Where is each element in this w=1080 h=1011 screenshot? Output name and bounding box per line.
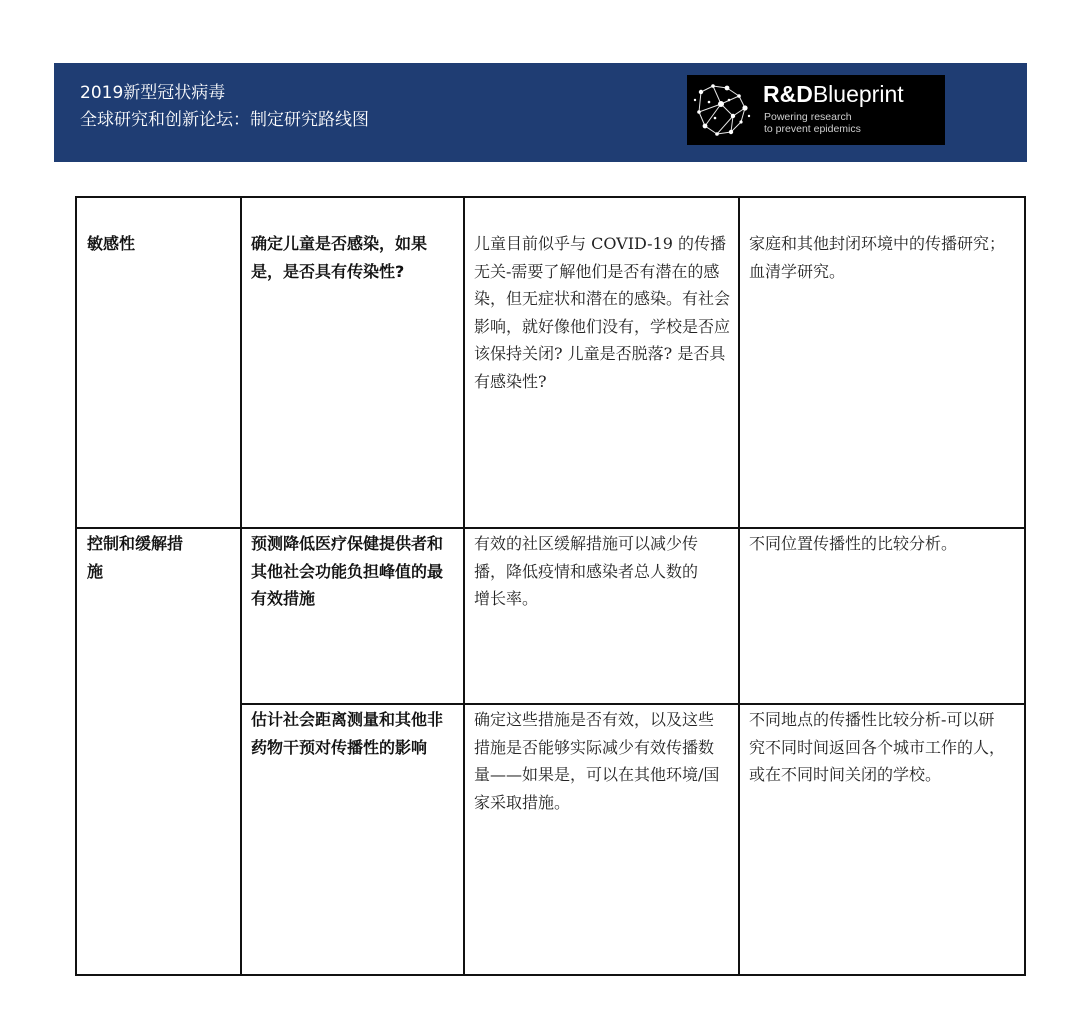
row-1-category: 敏感性 <box>87 234 136 253</box>
row-divider <box>240 703 1024 705</box>
column-divider <box>738 198 740 974</box>
row-1-rationale: 儿童目前似乎与 COVID-19 的传播无关-需要了解他们是否有潜在的感染，但无症状和潜在的感染。有社会影响，就好像他们没有，学校是否应该保持关闭? 儿童是否脱落? 是否具有感染性? <box>474 234 731 391</box>
row-3-approach: 不同地点的传播性比较分析-可以研究不同时间返回各个城市工作的人，或在不同时间关闭的学校。 <box>749 710 1006 784</box>
row-2-approach: 不同位置传播性的比较分析。 <box>749 534 958 553</box>
logo-wordmark-bold: R&D <box>763 81 813 107</box>
research-priorities-table <box>75 196 1026 976</box>
header-banner <box>54 63 1027 162</box>
logo-tagline <box>764 111 861 135</box>
forum-title-line-2: 全球研究和创新论坛：制定研究路线图 <box>80 110 369 130</box>
forum-title <box>80 80 369 134</box>
row-divider <box>77 527 1024 529</box>
rd-blueprint-logo <box>687 75 945 145</box>
row-2-rationale: 有效的社区缓解措施可以减少传播，降低疫情和感染者总人数的增长率。 <box>474 534 699 608</box>
column-divider <box>463 198 465 974</box>
logo-wordmark <box>763 81 904 108</box>
column-divider <box>240 198 242 974</box>
row-3-rationale: 确定这些措施是否有效，以及这些措施是否能够实际减少有效传播数量——如果是，可以在其他环境/国家采取措施。 <box>474 710 720 812</box>
forum-title-line-1: 2019新型冠状病毒 <box>80 83 226 103</box>
row-1-question: 确定儿童是否感染，如果是，是否具有传染性? <box>251 234 428 281</box>
row-3-question: 估计社会距离测量和其他非药物干预对传播性的影响 <box>251 710 444 757</box>
row-1-approach: 家庭和其他封闭环境中的传播研究；血清学研究。 <box>749 234 1006 281</box>
logo-wordmark-regular: Blueprint <box>812 81 904 107</box>
row-2-category: 控制和缓解措施 <box>87 534 184 581</box>
network-globe-icon <box>691 78 757 142</box>
row-2-question: 预测降低医疗保健提供者和其他社会功能负担峰值的最有效措施 <box>251 534 444 608</box>
logo-tagline-line-2: to prevent epidemics <box>764 123 861 135</box>
logo-tagline-line-1: Powering research <box>764 111 852 123</box>
